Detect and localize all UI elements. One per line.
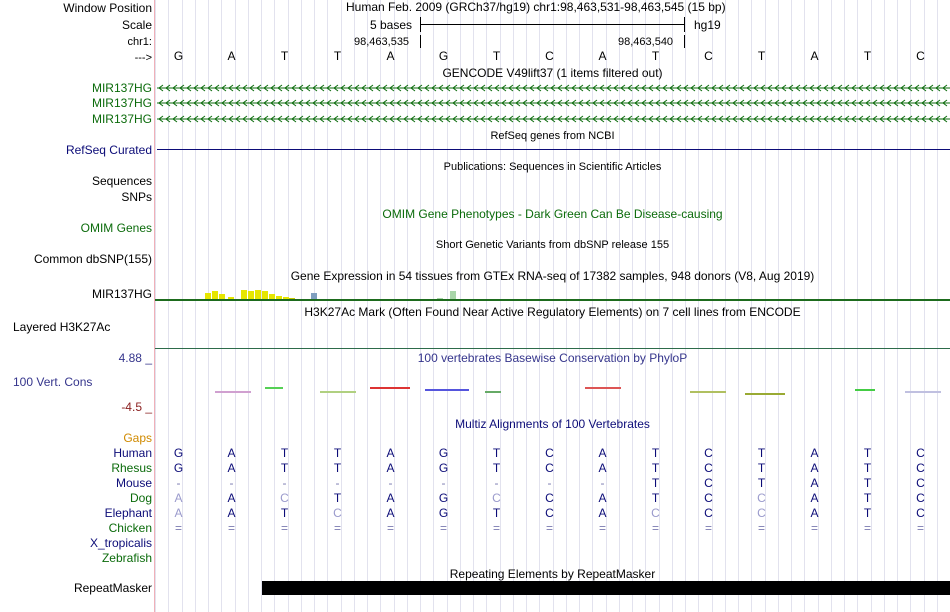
multiz-aligned-base: A xyxy=(227,491,236,505)
multiz-aligned-base: A xyxy=(810,461,819,475)
multiz-aligned-base: T xyxy=(333,461,342,475)
multiz-aligned-base: T xyxy=(651,446,660,460)
reference-base: T xyxy=(280,49,289,63)
position-left-tick xyxy=(420,35,421,48)
gtex-tissue-bar xyxy=(450,291,456,300)
gtex-tissue-bar xyxy=(205,293,211,300)
multiz-aligned-base: C xyxy=(545,506,554,520)
multiz-aligned-base: - xyxy=(176,476,181,490)
multiz-aligned-base: C xyxy=(545,446,554,460)
multiz-species-label[interactable]: Elephant xyxy=(104,506,152,520)
multiz-aligned-base: = xyxy=(757,521,765,535)
phylop-score-mark xyxy=(320,391,356,393)
phylop-score-mark xyxy=(425,389,469,391)
scale-bar-left-tick xyxy=(420,17,421,32)
multiz-aligned-base: C xyxy=(651,506,660,520)
multiz-species-label[interactable]: X_tropicalis xyxy=(89,536,152,550)
multiz-aligned-base: C xyxy=(916,491,925,505)
assembly-position-text: Human Feb. 2009 (GRCh37/hg19) chr1:98,463,531-98,463,545 (15 bp) xyxy=(346,0,726,14)
multiz-aligned-base: - xyxy=(441,476,446,490)
multiz-aligned-base: = xyxy=(439,521,447,535)
multiz-aligned-base: - xyxy=(282,476,287,490)
gencode-item-label-2[interactable]: MIR137HG xyxy=(91,96,152,110)
multiz-aligned-base: G xyxy=(438,461,449,475)
multiz-aligned-base: = xyxy=(651,521,659,535)
gtex-label[interactable]: MIR137HG xyxy=(91,287,152,301)
multiz-aligned-base: T xyxy=(651,476,660,490)
multiz-aligned-base: - xyxy=(335,476,340,490)
gtex-expression-bars[interactable] xyxy=(155,286,950,304)
multiz-aligned-base: C xyxy=(916,506,925,520)
omim-label[interactable]: OMIM Genes xyxy=(80,221,152,235)
reference-base: C xyxy=(916,49,925,63)
phylop-score-mark xyxy=(265,387,283,389)
scale-bar xyxy=(420,24,685,25)
multiz-aligned-base: C xyxy=(545,491,554,505)
multiz-aligned-base: C xyxy=(545,461,554,475)
chrom-label: chr1: xyxy=(127,36,152,48)
gencode-transcripts[interactable] xyxy=(155,80,950,128)
gtex-tissue-bar xyxy=(255,290,261,300)
reference-base: G xyxy=(438,49,449,63)
multiz-aligned-base: = xyxy=(545,521,553,535)
reference-base: T xyxy=(651,49,660,63)
multiz-aligned-base: A xyxy=(386,506,395,520)
phylop-track-title[interactable]: 100 vertebrates Basewise Conservation by PhyloP xyxy=(417,351,688,365)
reference-base: A xyxy=(386,49,395,63)
reference-base: G xyxy=(173,49,184,63)
multiz-aligned-base: A xyxy=(810,476,819,490)
multiz-aligned-base: C xyxy=(333,506,342,520)
multiz-aligned-base: T xyxy=(863,446,872,460)
multiz-aligned-base: T xyxy=(333,446,342,460)
reference-base: C xyxy=(545,49,554,63)
multiz-aligned-base: = xyxy=(863,521,871,535)
multiz-aligned-base: T xyxy=(863,461,872,475)
db-text: hg19 xyxy=(694,18,721,32)
multiz-aligned-base: A xyxy=(386,446,395,460)
multiz-aligned-base: T xyxy=(863,491,872,505)
phylop-score-mark xyxy=(585,387,621,389)
multiz-aligned-base: T xyxy=(280,461,289,475)
multiz-aligned-base: A xyxy=(598,506,607,520)
multiz-aligned-base: = xyxy=(280,521,288,535)
reference-base: A xyxy=(598,49,607,63)
multiz-species-label[interactable]: Rhesus xyxy=(111,461,152,475)
multiz-aligned-base: T xyxy=(280,506,289,520)
multiz-species-label[interactable]: Human xyxy=(113,446,152,460)
multiz-aligned-base: = xyxy=(598,521,606,535)
multiz-aligned-base: T xyxy=(757,476,766,490)
multiz-aligned-base: = xyxy=(333,521,341,535)
multiz-aligned-base: T xyxy=(863,506,872,520)
refseq-label[interactable]: RefSeq Curated xyxy=(65,143,152,157)
multiz-aligned-base: = xyxy=(810,521,818,535)
phylop-score-mark xyxy=(690,391,726,393)
publications-snps-label[interactable]: SNPs xyxy=(121,190,152,204)
dbsnp-label[interactable]: Common dbSNP(155) xyxy=(33,252,152,266)
multiz-aligned-base: - xyxy=(229,476,234,490)
phylop-score-mark xyxy=(215,391,251,393)
gtex-tissue-bar xyxy=(248,291,254,300)
reference-base: C xyxy=(704,49,713,63)
multiz-aligned-base: T xyxy=(492,446,501,460)
phylop-label[interactable]: 100 Vert. Cons xyxy=(13,375,93,389)
scale-bar-text: 5 bases xyxy=(370,18,413,32)
multiz-aligned-base: G xyxy=(438,506,449,520)
multiz-aligned-base: = xyxy=(386,521,394,535)
multiz-aligned-base: C xyxy=(757,506,766,520)
phylop-score-mark xyxy=(745,393,785,395)
multiz-species-label[interactable]: Dog xyxy=(129,491,152,505)
multiz-aligned-base: G xyxy=(173,461,184,475)
multiz-aligned-base: G xyxy=(173,446,184,460)
multiz-aligned-base: A xyxy=(386,491,395,505)
multiz-aligned-base: - xyxy=(494,476,499,490)
reference-base: T xyxy=(333,49,342,63)
multiz-aligned-base: G xyxy=(438,491,449,505)
phylop-min-label: -4.5 _ xyxy=(121,400,152,414)
scale-bar-right-tick xyxy=(684,17,685,32)
multiz-aligned-base: T xyxy=(333,491,342,505)
phylop-max-label: 4.88 _ xyxy=(118,351,152,365)
multiz-track-title[interactable]: Multiz Alignments of 100 Vertebrates xyxy=(455,417,650,431)
position-right-label: 98,463,540 xyxy=(618,36,674,48)
multiz-aligned-base: C xyxy=(757,491,766,505)
multiz-aligned-base: C xyxy=(916,446,925,460)
scale-label: Scale xyxy=(121,18,152,32)
multiz-aligned-base: = xyxy=(704,521,712,535)
multiz-aligned-base: T xyxy=(492,506,501,520)
refseq-transcript-line[interactable] xyxy=(157,149,950,150)
refseq-track-title[interactable]: RefSeq genes from NCBI xyxy=(490,130,615,142)
repeatmasker-label[interactable]: RepeatMasker xyxy=(73,581,152,595)
multiz-aligned-base: A xyxy=(598,446,607,460)
multiz-aligned-base: C xyxy=(280,491,289,505)
multiz-aligned-base: - xyxy=(547,476,552,490)
multiz-aligned-base: A xyxy=(810,506,819,520)
reference-base: A xyxy=(227,49,236,63)
repeatmasker-track-title[interactable]: Repeating Elements by RepeatMasker xyxy=(449,567,656,581)
gtex-tissue-bar xyxy=(311,293,317,300)
reference-base: A xyxy=(810,49,819,63)
gtex-baseline xyxy=(155,299,950,301)
multiz-aligned-base: A xyxy=(227,461,236,475)
multiz-aligned-base: T xyxy=(651,491,660,505)
multiz-aligned-base: T xyxy=(757,446,766,460)
window-position-label: Window Position xyxy=(63,1,152,15)
multiz-aligned-base: - xyxy=(600,476,605,490)
reference-base: T xyxy=(863,49,872,63)
multiz-aligned-base: G xyxy=(438,446,449,460)
h3k27ac-track-title[interactable]: H3K27Ac Mark (Often Found Near Active Regulatory Elements) on 7 cell lines from ENCODE xyxy=(304,305,801,319)
multiz-aligned-base: A xyxy=(174,506,183,520)
position-right-tick xyxy=(684,35,685,48)
phylop-score-mark xyxy=(370,387,410,389)
omim-track-title[interactable]: OMIM Gene Phenotypes - Dark Green Can Be Disease-causing xyxy=(382,207,723,221)
gtex-tissue-bar xyxy=(262,291,268,300)
phylop-score-mark xyxy=(905,391,941,393)
multiz-aligned-base: = xyxy=(227,521,235,535)
multiz-aligned-base: C xyxy=(704,461,713,475)
multiz-species-label[interactable]: Mouse xyxy=(115,476,152,490)
gencode-item-label-1[interactable]: MIR137HG xyxy=(91,81,152,95)
multiz-species-label[interactable]: Zebrafish xyxy=(101,551,152,565)
multiz-aligned-base: C xyxy=(916,476,925,490)
multiz-aligned-base: = xyxy=(174,521,182,535)
multiz-aligned-base: C xyxy=(492,491,501,505)
multiz-aligned-base: T xyxy=(492,461,501,475)
multiz-aligned-base: A xyxy=(598,461,607,475)
multiz-aligned-base: A xyxy=(227,446,236,460)
multiz-aligned-base: C xyxy=(704,476,713,490)
repeatmasker-element-block[interactable] xyxy=(262,581,950,595)
multiz-aligned-base: A xyxy=(810,491,819,505)
multiz-aligned-base: T xyxy=(651,461,660,475)
h3k27ac-label-text: Layered H3K27Ac xyxy=(13,320,111,334)
multiz-aligned-base: = xyxy=(492,521,500,535)
multiz-aligned-base: C xyxy=(704,506,713,520)
multiz-aligned-base: T xyxy=(757,461,766,475)
position-left-label: 98,463,535 xyxy=(354,36,410,48)
multiz-aligned-base: = xyxy=(916,521,924,535)
multiz-aligned-base: T xyxy=(863,476,872,490)
gtex-tissue-bar xyxy=(241,290,247,300)
gencode-track-title[interactable]: GENCODE V49lift37 (1 items filtered out) xyxy=(442,66,663,80)
multiz-gaps-label[interactable]: Gaps xyxy=(123,431,152,445)
publications-sequences-label[interactable]: Sequences xyxy=(91,174,152,188)
strand-arrow-label: ---> xyxy=(134,52,152,64)
multiz-aligned-base: A xyxy=(598,491,607,505)
multiz-aligned-base: - xyxy=(388,476,393,490)
phylop-conservation-plot[interactable] xyxy=(155,380,950,400)
multiz-aligned-base: A xyxy=(386,461,395,475)
multiz-aligned-base: C xyxy=(704,446,713,460)
gencode-item-label-3[interactable]: MIR137HG xyxy=(91,112,152,126)
h3k27ac-label[interactable] xyxy=(0,320,110,334)
dbsnp-track-title[interactable]: Short Genetic Variants from dbSNP release 155 xyxy=(435,239,670,251)
multiz-aligned-base: T xyxy=(280,446,289,460)
gtex-track-title[interactable]: Gene Expression in 54 tissues from GTEx RNA-seq of 17382 samples, 948 donors (V8, Aug 2019) xyxy=(290,269,815,283)
multiz-species-label[interactable]: Chicken xyxy=(108,521,152,535)
reference-base: T xyxy=(757,49,766,63)
phylop-score-mark xyxy=(855,389,875,391)
multiz-aligned-base: A xyxy=(174,491,183,505)
gtex-tissue-bar xyxy=(212,291,218,300)
phylop-score-mark xyxy=(485,391,501,393)
multiz-aligned-base: A xyxy=(810,446,819,460)
publications-track-title[interactable]: Publications: Sequences in Scientific Articles xyxy=(443,161,662,173)
h3k27ac-baseline xyxy=(155,348,950,349)
multiz-aligned-base: C xyxy=(916,461,925,475)
multiz-aligned-base: A xyxy=(227,506,236,520)
reference-base: T xyxy=(492,49,501,63)
multiz-aligned-base: C xyxy=(704,491,713,505)
